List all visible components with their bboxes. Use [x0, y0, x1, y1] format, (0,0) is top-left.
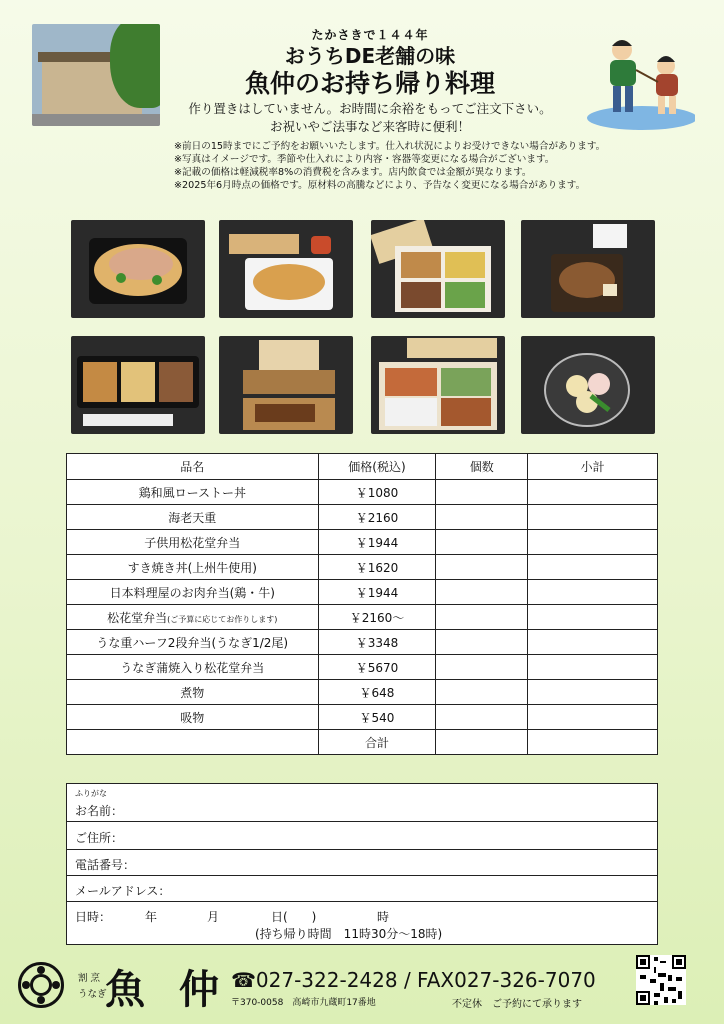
order-table: [66, 453, 658, 755]
food-photo-unaju-two-tier: [219, 336, 353, 434]
quantity-cell[interactable]: [436, 505, 528, 530]
subtotal-cell[interactable]: [528, 605, 658, 630]
pickup-time-note: (持ち帰り時間 11時30分～18時): [255, 927, 443, 941]
quantity-cell[interactable]: [436, 530, 528, 555]
item-name-main: 松花堂弁当: [107, 610, 168, 625]
food-photo-chicken-bowl: [71, 220, 205, 318]
day-label: 日( ): [271, 910, 317, 924]
item-price: ￥3348: [318, 630, 436, 655]
phone-label: 電話番号：: [75, 858, 136, 872]
food-photo-shokado-bento: [371, 336, 505, 434]
col-header-subtotal: 小計: [528, 454, 658, 480]
year-label: 年: [145, 910, 158, 924]
total-quantity-cell[interactable]: [436, 730, 528, 755]
quantity-cell[interactable]: [436, 480, 528, 505]
item-name: 日本料理屋のお肉弁当(鶏・牛): [67, 580, 319, 605]
item-name: 海老天重: [67, 505, 319, 530]
table-row: [67, 680, 658, 705]
quantity-cell[interactable]: [436, 655, 528, 680]
item-price: ￥1080: [318, 480, 436, 505]
shop-address: 〒370-0058 高崎市九蔵町17番地: [231, 998, 376, 1008]
name-label: お名前：: [75, 804, 124, 818]
note-line: ※記載の価格は軽減税率8%の消費税を含みます。店内飲食では金額が異なります。: [174, 167, 532, 178]
item-price: ￥2160: [318, 505, 436, 530]
subtotal-cell[interactable]: [528, 555, 658, 580]
col-header-item: 品名: [67, 454, 319, 480]
email-field[interactable]: [67, 876, 657, 902]
subtotal-cell[interactable]: [528, 505, 658, 530]
notes: [174, 140, 694, 192]
table-row: [67, 530, 658, 555]
food-photo-sukiyaki-bowl: [521, 220, 655, 318]
item-name: [67, 605, 319, 630]
item-price: ￥1620: [318, 555, 436, 580]
date-label: 日時：: [75, 910, 112, 924]
item-name: うな重ハーフ2段弁当(うなぎ1/2尾): [67, 630, 319, 655]
page-title: 魚仲のお持ち帰り料理: [244, 69, 495, 98]
item-name: すき焼き丼(上州牛使用): [67, 555, 319, 580]
lead-text-2: お祝いやご法事など来客時に便利！: [269, 119, 470, 134]
table-row: [67, 630, 658, 655]
phone-fax[interactable]: ☎027-322-2428 / FAX027-326-7070: [231, 968, 596, 992]
table-row: [67, 655, 658, 680]
item-price: ￥540: [318, 705, 436, 730]
email-label: メールアドレス：: [75, 884, 171, 898]
customer-form: [66, 783, 658, 945]
qr-code-icon[interactable]: [636, 955, 686, 1005]
note-line: ※前日の15時までにご予約をお願いいたします。仕入れ状況によりお受けできない場合があります。: [174, 141, 606, 152]
subtotal-cell[interactable]: [528, 480, 658, 505]
subtotal-cell[interactable]: [528, 580, 658, 605]
col-header-quantity: 個数: [436, 454, 528, 480]
empty-cell: [67, 730, 319, 755]
item-name: 吸物: [67, 705, 319, 730]
item-price: ￥648: [318, 680, 436, 705]
item-price: ￥1944: [318, 580, 436, 605]
total-row: [67, 730, 658, 755]
table-row: [67, 555, 658, 580]
lead-text-1: 作り置きはしていません。お時間に余裕をもってご注文下さい。: [188, 101, 552, 116]
address-field[interactable]: [67, 822, 657, 850]
shop-logo: 魚仲: [105, 966, 253, 1013]
item-name: 煮物: [67, 680, 319, 705]
kids-fishing-illustration: [580, 36, 695, 132]
item-price: ￥5670: [318, 655, 436, 680]
furigana-label: ふりがな: [75, 789, 107, 798]
item-price: ￥1944: [318, 530, 436, 555]
datetime-field[interactable]: [67, 902, 657, 944]
quantity-cell[interactable]: [436, 680, 528, 705]
total-label: 合計: [318, 730, 436, 755]
note-line: ※2025年6月時点の価格です。原材料の高騰などにより、予告なく変更になる場合があります。: [174, 180, 586, 191]
item-name: 鶏和風ローストー丼: [67, 480, 319, 505]
subtotal-cell[interactable]: [528, 530, 658, 555]
category-unagi: うなぎ: [78, 989, 107, 1000]
family-crest-logo: [18, 962, 64, 1008]
item-name: うなぎ蒲焼入り松花堂弁当: [67, 655, 319, 680]
table-row: [67, 480, 658, 505]
quantity-cell[interactable]: [436, 555, 528, 580]
month-label: 月: [207, 910, 220, 924]
quantity-cell[interactable]: [436, 705, 528, 730]
subtotal-cell[interactable]: [528, 680, 658, 705]
category-kappo: 割 烹: [78, 973, 101, 984]
phone-field[interactable]: [67, 850, 657, 876]
total-amount-cell[interactable]: [528, 730, 658, 755]
closed-days-note: 不定休 ご予約にて承ります: [452, 999, 582, 1010]
quantity-cell[interactable]: [436, 580, 528, 605]
address-label: ご住所：: [75, 831, 124, 845]
food-photo-nimono: [521, 336, 655, 434]
table-row: [67, 580, 658, 605]
food-photo-kids-bento: [371, 220, 505, 318]
subtotal-cell[interactable]: [528, 705, 658, 730]
subtotal-cell[interactable]: [528, 655, 658, 680]
subtitle: たかさきで１４４年: [311, 28, 429, 42]
hour-label: 時: [377, 910, 390, 924]
table-row: [67, 505, 658, 530]
restaurant-building-photo: [32, 24, 160, 126]
table-row: [67, 605, 658, 630]
item-note: (ご予算に応じてお作りします): [167, 614, 278, 624]
item-price: ￥2160～: [318, 605, 436, 630]
name-field[interactable]: [67, 784, 657, 822]
quantity-cell[interactable]: [436, 630, 528, 655]
item-name: 子供用松花堂弁当: [67, 530, 319, 555]
food-photo-meat-bento: [71, 336, 205, 434]
note-line: ※写真はイメージです。季節や仕入れにより内容・容器等変更になる場合がございます。: [174, 154, 555, 165]
table-row: [67, 705, 658, 730]
title-line1: おうちDE老舗の味: [284, 44, 456, 68]
food-photo-tempura: [219, 220, 353, 318]
subtotal-cell[interactable]: [528, 630, 658, 655]
col-header-price: 価格(税込): [318, 454, 436, 480]
quantity-cell[interactable]: [436, 605, 528, 630]
table-header-row: [67, 454, 658, 480]
